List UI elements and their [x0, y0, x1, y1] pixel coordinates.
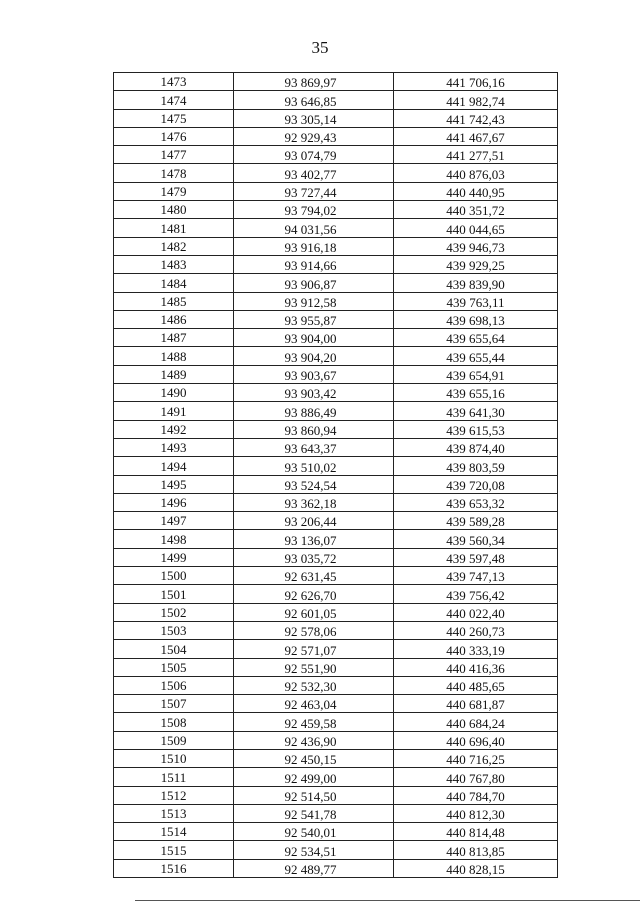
table-row	[114, 786, 558, 804]
table-row	[114, 127, 558, 145]
x-coordinate-cell: 93 524,54	[234, 475, 394, 493]
x-coordinate-cell: 93 727,44	[234, 182, 394, 200]
y-coordinate-cell: 439 615,53	[394, 420, 558, 438]
point-number-cell: 1486	[114, 310, 234, 328]
table-row	[114, 164, 558, 182]
table-row	[114, 676, 558, 694]
table-row	[114, 713, 558, 731]
x-coordinate-cell: 92 450,15	[234, 749, 394, 767]
x-coordinate-cell: 93 305,14	[234, 109, 394, 127]
x-coordinate-cell: 93 916,18	[234, 237, 394, 255]
x-coordinate-cell: 92 514,50	[234, 786, 394, 804]
y-coordinate-cell: 440 767,80	[394, 768, 558, 786]
table-row	[114, 237, 558, 255]
y-coordinate-cell: 440 416,36	[394, 658, 558, 676]
x-coordinate-cell: 92 929,43	[234, 127, 394, 145]
x-coordinate-cell: 93 955,87	[234, 310, 394, 328]
table-row	[114, 475, 558, 493]
point-number-cell: 1509	[114, 731, 234, 749]
point-number-cell: 1483	[114, 255, 234, 273]
point-number-cell: 1516	[114, 859, 234, 877]
table-row	[114, 274, 558, 292]
table-row	[114, 859, 558, 877]
point-number-cell: 1512	[114, 786, 234, 804]
y-coordinate-cell: 441 982,74	[394, 91, 558, 109]
point-number-cell: 1506	[114, 676, 234, 694]
x-coordinate-cell: 93 510,02	[234, 457, 394, 475]
table-row	[114, 438, 558, 456]
x-coordinate-cell: 93 903,67	[234, 365, 394, 383]
y-coordinate-cell: 441 467,67	[394, 127, 558, 145]
point-number-cell: 1500	[114, 567, 234, 585]
y-coordinate-cell: 439 589,28	[394, 512, 558, 530]
table-row	[114, 292, 558, 310]
y-coordinate-cell: 439 839,90	[394, 274, 558, 292]
y-coordinate-cell: 440 044,65	[394, 219, 558, 237]
point-number-cell: 1485	[114, 292, 234, 310]
table-row	[114, 567, 558, 585]
point-number-cell: 1494	[114, 457, 234, 475]
y-coordinate-cell: 440 684,24	[394, 713, 558, 731]
point-number-cell: 1474	[114, 91, 234, 109]
x-coordinate-cell: 92 459,58	[234, 713, 394, 731]
x-coordinate-cell: 93 035,72	[234, 548, 394, 566]
x-coordinate-cell: 93 362,18	[234, 493, 394, 511]
y-coordinate-cell: 439 655,16	[394, 384, 558, 402]
y-coordinate-cell: 440 716,25	[394, 749, 558, 767]
point-number-cell: 1515	[114, 841, 234, 859]
table-row	[114, 768, 558, 786]
point-number-cell: 1493	[114, 438, 234, 456]
y-coordinate-cell: 439 698,13	[394, 310, 558, 328]
point-number-cell: 1502	[114, 603, 234, 621]
x-coordinate-cell: 93 906,87	[234, 274, 394, 292]
y-coordinate-cell: 440 814,48	[394, 823, 558, 841]
table-row	[114, 384, 558, 402]
y-coordinate-cell: 439 874,40	[394, 438, 558, 456]
y-coordinate-cell: 439 653,32	[394, 493, 558, 511]
table-row	[114, 621, 558, 639]
point-number-cell: 1501	[114, 585, 234, 603]
y-coordinate-cell: 439 654,91	[394, 365, 558, 383]
y-coordinate-cell: 439 803,59	[394, 457, 558, 475]
x-coordinate-cell: 93 646,85	[234, 91, 394, 109]
point-number-cell: 1488	[114, 347, 234, 365]
point-number-cell: 1513	[114, 804, 234, 822]
table-row	[114, 420, 558, 438]
y-coordinate-cell: 440 813,85	[394, 841, 558, 859]
point-number-cell: 1495	[114, 475, 234, 493]
x-coordinate-cell: 92 578,06	[234, 621, 394, 639]
x-coordinate-cell: 92 534,51	[234, 841, 394, 859]
table-row	[114, 146, 558, 164]
y-coordinate-cell: 440 784,70	[394, 786, 558, 804]
table-row	[114, 201, 558, 219]
table-row	[114, 73, 558, 91]
x-coordinate-cell: 92 463,04	[234, 695, 394, 713]
y-coordinate-cell: 439 929,25	[394, 255, 558, 273]
x-coordinate-cell: 93 136,07	[234, 530, 394, 548]
y-coordinate-cell: 440 876,03	[394, 164, 558, 182]
y-coordinate-cell: 439 560,34	[394, 530, 558, 548]
page-number: 35	[311, 38, 329, 57]
x-coordinate-cell: 92 571,07	[234, 640, 394, 658]
coordinates-table-body	[114, 73, 558, 878]
point-number-cell: 1489	[114, 365, 234, 383]
point-number-cell: 1514	[114, 823, 234, 841]
x-coordinate-cell: 92 499,00	[234, 768, 394, 786]
table-row	[114, 365, 558, 383]
table-row	[114, 731, 558, 749]
x-coordinate-cell: 93 794,02	[234, 201, 394, 219]
y-coordinate-cell: 440 696,40	[394, 731, 558, 749]
y-coordinate-cell: 439 946,73	[394, 237, 558, 255]
x-coordinate-cell: 93 402,77	[234, 164, 394, 182]
point-number-cell: 1475	[114, 109, 234, 127]
x-coordinate-cell: 93 206,44	[234, 512, 394, 530]
x-coordinate-cell: 93 074,79	[234, 146, 394, 164]
point-number-cell: 1490	[114, 384, 234, 402]
table-row	[114, 658, 558, 676]
x-coordinate-cell: 93 914,66	[234, 255, 394, 273]
point-number-cell: 1476	[114, 127, 234, 145]
point-number-cell: 1510	[114, 749, 234, 767]
x-coordinate-cell: 94 031,56	[234, 219, 394, 237]
x-coordinate-cell: 92 540,01	[234, 823, 394, 841]
table-row	[114, 640, 558, 658]
coordinates-table	[113, 72, 558, 878]
x-coordinate-cell: 93 886,49	[234, 402, 394, 420]
table-row	[114, 219, 558, 237]
table-row	[114, 255, 558, 273]
table-row	[114, 182, 558, 200]
point-number-cell: 1504	[114, 640, 234, 658]
table-row	[114, 548, 558, 566]
x-coordinate-cell: 93 903,42	[234, 384, 394, 402]
y-coordinate-cell: 440 828,15	[394, 859, 558, 877]
bottom-divider	[135, 900, 640, 901]
table-row	[114, 804, 558, 822]
x-coordinate-cell: 93 904,00	[234, 329, 394, 347]
point-number-cell: 1481	[114, 219, 234, 237]
table-row	[114, 695, 558, 713]
x-coordinate-cell: 93 869,97	[234, 73, 394, 91]
y-coordinate-cell: 439 641,30	[394, 402, 558, 420]
y-coordinate-cell: 439 655,44	[394, 347, 558, 365]
y-coordinate-cell: 439 763,11	[394, 292, 558, 310]
y-coordinate-cell: 440 812,30	[394, 804, 558, 822]
point-number-cell: 1499	[114, 548, 234, 566]
x-coordinate-cell: 92 601,05	[234, 603, 394, 621]
table-row	[114, 512, 558, 530]
x-coordinate-cell: 92 551,90	[234, 658, 394, 676]
table-row	[114, 402, 558, 420]
y-coordinate-cell: 439 597,48	[394, 548, 558, 566]
point-number-cell: 1478	[114, 164, 234, 182]
y-coordinate-cell: 441 742,43	[394, 109, 558, 127]
point-number-cell: 1511	[114, 768, 234, 786]
y-coordinate-cell: 440 351,72	[394, 201, 558, 219]
x-coordinate-cell: 92 532,30	[234, 676, 394, 694]
point-number-cell: 1484	[114, 274, 234, 292]
point-number-cell: 1503	[114, 621, 234, 639]
point-number-cell: 1505	[114, 658, 234, 676]
point-number-cell: 1498	[114, 530, 234, 548]
table-row	[114, 109, 558, 127]
point-number-cell: 1480	[114, 201, 234, 219]
y-coordinate-cell: 439 756,42	[394, 585, 558, 603]
x-coordinate-cell: 92 626,70	[234, 585, 394, 603]
y-coordinate-cell: 440 440,95	[394, 182, 558, 200]
point-number-cell: 1497	[114, 512, 234, 530]
table-row	[114, 585, 558, 603]
point-number-cell: 1477	[114, 146, 234, 164]
point-number-cell: 1487	[114, 329, 234, 347]
y-coordinate-cell: 441 706,16	[394, 73, 558, 91]
x-coordinate-cell: 93 643,37	[234, 438, 394, 456]
y-coordinate-cell: 439 720,08	[394, 475, 558, 493]
point-number-cell: 1496	[114, 493, 234, 511]
table-row	[114, 329, 558, 347]
y-coordinate-cell: 440 485,65	[394, 676, 558, 694]
y-coordinate-cell: 439 747,13	[394, 567, 558, 585]
point-number-cell: 1473	[114, 73, 234, 91]
y-coordinate-cell: 439 655,64	[394, 329, 558, 347]
x-coordinate-cell: 92 489,77	[234, 859, 394, 877]
table-row	[114, 749, 558, 767]
table-row	[114, 347, 558, 365]
y-coordinate-cell: 440 022,40	[394, 603, 558, 621]
x-coordinate-cell: 92 436,90	[234, 731, 394, 749]
point-number-cell: 1479	[114, 182, 234, 200]
point-number-cell: 1482	[114, 237, 234, 255]
y-coordinate-cell: 440 260,73	[394, 621, 558, 639]
table-row	[114, 457, 558, 475]
point-number-cell: 1508	[114, 713, 234, 731]
x-coordinate-cell: 92 631,45	[234, 567, 394, 585]
point-number-cell: 1507	[114, 695, 234, 713]
y-coordinate-cell: 440 333,19	[394, 640, 558, 658]
table-row	[114, 603, 558, 621]
point-number-cell: 1491	[114, 402, 234, 420]
table-row	[114, 91, 558, 109]
table-row	[114, 823, 558, 841]
x-coordinate-cell: 92 541,78	[234, 804, 394, 822]
table-row	[114, 310, 558, 328]
table-row	[114, 841, 558, 859]
x-coordinate-cell: 93 904,20	[234, 347, 394, 365]
y-coordinate-cell: 440 681,87	[394, 695, 558, 713]
point-number-cell: 1492	[114, 420, 234, 438]
x-coordinate-cell: 93 912,58	[234, 292, 394, 310]
table-row	[114, 493, 558, 511]
table-row	[114, 530, 558, 548]
x-coordinate-cell: 93 860,94	[234, 420, 394, 438]
y-coordinate-cell: 441 277,51	[394, 146, 558, 164]
